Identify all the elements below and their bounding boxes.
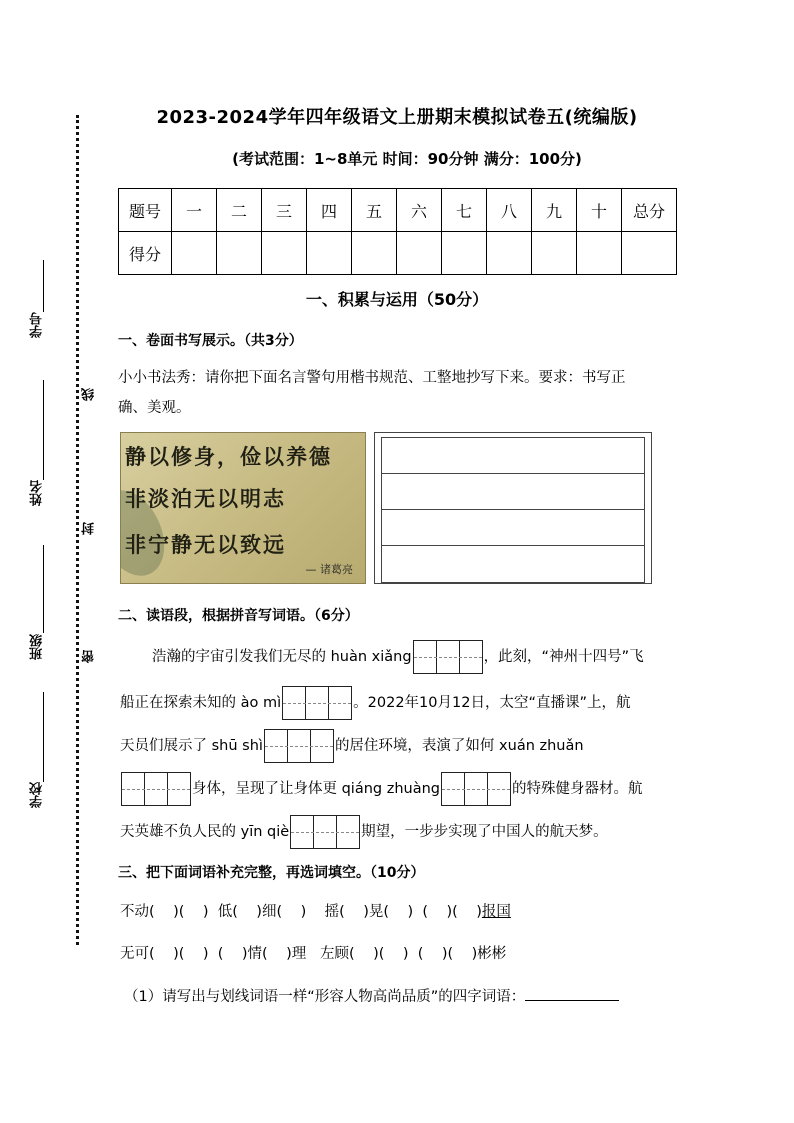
score-cell-total[interactable] bbox=[622, 232, 677, 275]
q1-heading: 一、卷面书写展示。（共3分） bbox=[118, 333, 303, 349]
q3-underlined-word: 报国 bbox=[481, 904, 511, 920]
q3-row-1 bbox=[120, 902, 511, 922]
q2-line-2 bbox=[120, 686, 630, 720]
score-cell[interactable] bbox=[577, 232, 622, 275]
margin-mark-seal: 封 bbox=[82, 522, 97, 535]
q2-text: 期望，一步步实现了中国人的航天梦。 bbox=[361, 824, 608, 840]
calligraphy-line-2: 非淡泊无以明志 bbox=[125, 486, 286, 511]
score-cell[interactable] bbox=[262, 232, 307, 275]
score-cell[interactable] bbox=[397, 232, 442, 275]
score-cell[interactable] bbox=[352, 232, 397, 275]
score-table-col-7: 七 bbox=[442, 189, 487, 232]
score-cell[interactable] bbox=[442, 232, 487, 275]
score-cell[interactable] bbox=[217, 232, 262, 275]
q1-instruction-line2: 确、美观。 bbox=[118, 400, 191, 416]
q3-row-2: 无可( )( ) ( )情( )理 左顾( )( ) ( )( )彬彬 bbox=[120, 946, 507, 962]
margin-label-school: 学校 bbox=[30, 782, 45, 808]
q2-text: 。2022年10月12日，太空“直播课”上，航 bbox=[353, 695, 631, 711]
score-table-row1-label: 题号 bbox=[119, 189, 172, 232]
score-table-col-3: 三 bbox=[262, 189, 307, 232]
margin-label-name: 姓名 bbox=[30, 480, 45, 506]
margin-mark-line: 线 bbox=[82, 388, 97, 401]
writing-line[interactable] bbox=[381, 473, 645, 510]
q2-text: 的居住环境，表演了如何 xuán zhuǎn bbox=[334, 738, 584, 754]
score-table-col-9: 九 bbox=[532, 189, 577, 232]
score-table-col-1: 一 bbox=[172, 189, 217, 232]
q2-text: 的特殊健身器材。航 bbox=[512, 781, 643, 797]
score-cell[interactable] bbox=[172, 232, 217, 275]
q2-line-1 bbox=[152, 640, 644, 674]
q3-sub-1 bbox=[124, 986, 619, 1007]
q3-row1-text: 不动( )( ) 低( )细( ) 摇( )晃( ) ( )( ) bbox=[120, 904, 482, 920]
margin-blank-class bbox=[43, 545, 44, 633]
score-table-col-5: 五 bbox=[352, 189, 397, 232]
margin-label-student-id: 学号 bbox=[30, 312, 45, 338]
writing-line[interactable] bbox=[381, 437, 645, 474]
score-table-col-2: 二 bbox=[217, 189, 262, 232]
pinyin-answer-box[interactable] bbox=[290, 815, 360, 849]
score-cell[interactable] bbox=[532, 232, 577, 275]
q2-text: 身体，呈现了让身体更 qiáng zhuàng bbox=[192, 781, 441, 797]
score-table-score-row bbox=[119, 232, 677, 275]
pinyin-answer-box[interactable] bbox=[121, 772, 191, 806]
score-table-col-8: 八 bbox=[487, 189, 532, 232]
score-table-row2-label: 得分 bbox=[119, 232, 172, 275]
calligraphy-author: — 诸葛亮 bbox=[305, 563, 353, 576]
q2-text: 天英雄不负人民的 yīn qiè bbox=[120, 824, 290, 840]
score-table-col-6: 六 bbox=[397, 189, 442, 232]
score-cell[interactable] bbox=[307, 232, 352, 275]
q3-sub1-text: （1）请写出与划线词语一样“形容人物高尚品质”的四字词语： bbox=[124, 989, 526, 1005]
pinyin-answer-box[interactable] bbox=[264, 729, 334, 763]
margin-blank-school bbox=[43, 692, 44, 782]
calligraphy-line-3: 非宁静无以致远 bbox=[125, 532, 286, 557]
q2-text: 船正在探索未知的 ào mì bbox=[120, 695, 282, 711]
q2-text: 浩瀚的宇宙引发我们无尽的 huàn xiǎng bbox=[152, 649, 412, 665]
section-title: 一、积累与运用（50分） bbox=[305, 290, 489, 309]
pinyin-answer-box[interactable] bbox=[441, 772, 511, 806]
score-table-col-4: 四 bbox=[307, 189, 352, 232]
writing-line[interactable] bbox=[381, 509, 645, 546]
handwriting-box[interactable] bbox=[374, 432, 652, 584]
score-cell[interactable] bbox=[487, 232, 532, 275]
q1-instruction-line1: 小小书法秀：请你把下面名言警句用楷书规范、工整地抄写下来。要求：书写正 bbox=[118, 370, 626, 386]
margin-blank-name bbox=[43, 380, 44, 480]
q2-heading: 二、读语段，根据拼音写词语。（6分） bbox=[118, 608, 359, 624]
q2-line-3 bbox=[120, 729, 584, 763]
q3-heading: 三、把下面词语补充完整，再选词填空。（10分） bbox=[118, 865, 425, 881]
margin-label-class: 班级 bbox=[30, 634, 45, 660]
margin-mark-secret: 密 bbox=[82, 650, 97, 663]
q2-text: ，此刻，“神州十四号”飞 bbox=[483, 649, 644, 665]
pinyin-answer-box[interactable] bbox=[413, 640, 483, 674]
exam-title: 2023-2024学年四年级语文上册期末模拟试卷五(统编版) bbox=[156, 107, 638, 128]
calligraphy-image bbox=[120, 432, 366, 584]
q2-text: 天员们展示了 shū shì bbox=[120, 738, 263, 754]
q2-line-5 bbox=[120, 815, 608, 849]
calligraphy-line-1: 静以修身，俭以养德 bbox=[125, 444, 332, 469]
binding-dotted-line bbox=[76, 115, 79, 945]
score-table bbox=[118, 188, 677, 275]
pinyin-answer-box[interactable] bbox=[282, 686, 352, 720]
score-table-col-10: 十 bbox=[577, 189, 622, 232]
writing-line[interactable] bbox=[381, 545, 645, 583]
score-table-total: 总分 bbox=[622, 189, 677, 232]
exam-subtitle: (考试范围：1~8单元 时间：90分钟 满分：100分) bbox=[232, 150, 582, 168]
q2-line-4 bbox=[120, 772, 643, 806]
score-table-header-row bbox=[119, 189, 677, 232]
answer-blank[interactable] bbox=[525, 986, 619, 1001]
